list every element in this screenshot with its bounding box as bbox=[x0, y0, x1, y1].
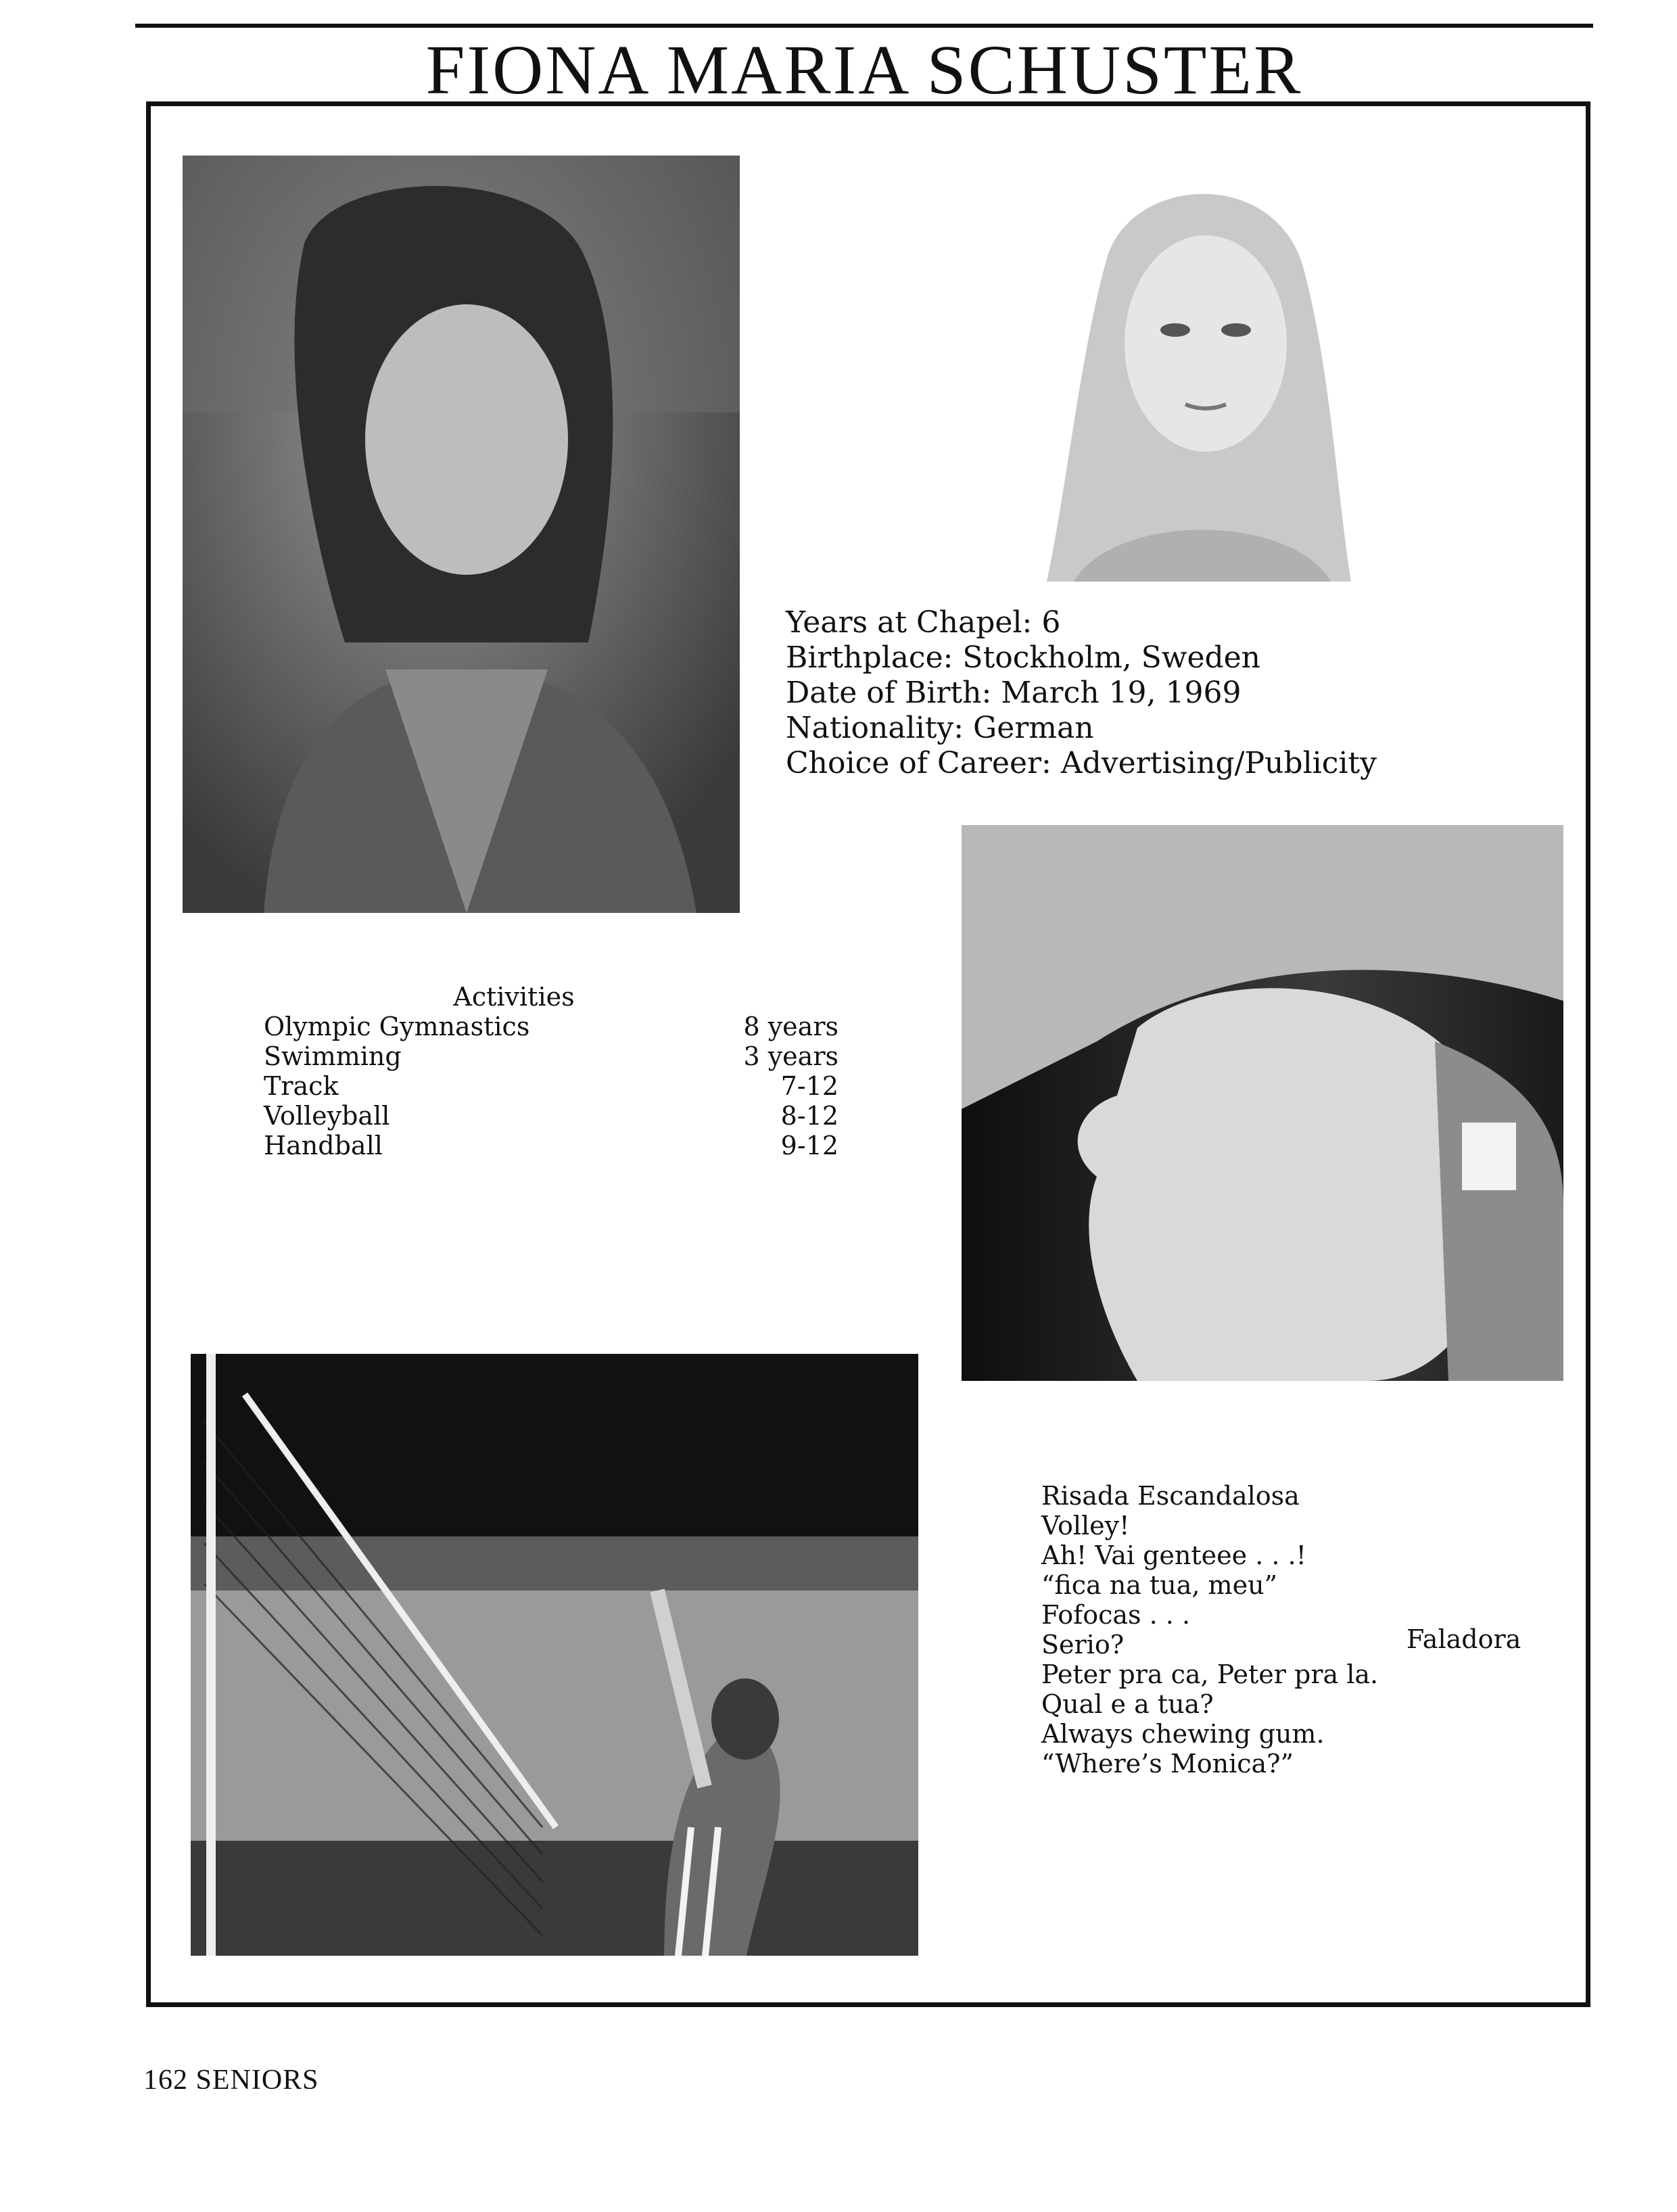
top-rule bbox=[135, 24, 1593, 28]
activity-name: Handball bbox=[264, 1131, 383, 1160]
facts-nationality: Nationality: German bbox=[786, 711, 1094, 745]
activity-row bbox=[264, 1101, 839, 1131]
profile-photo-closeup bbox=[962, 825, 1563, 1381]
quote-line: “fica na tua, meu” bbox=[1041, 1570, 1277, 1600]
activity-name: Swimming bbox=[264, 1041, 402, 1071]
quote-line: Volley! bbox=[1041, 1511, 1130, 1540]
student-facts bbox=[786, 605, 1377, 781]
side-note: Faladora bbox=[1407, 1624, 1521, 1654]
activity-duration: 8-12 bbox=[780, 1101, 839, 1131]
quote-line: Peter pra ca, Peter pra la. bbox=[1041, 1660, 1379, 1689]
quote-line: Serio? bbox=[1041, 1630, 1125, 1660]
activity-name: Track bbox=[264, 1071, 339, 1101]
activity-name: Olympic Gymnastics bbox=[264, 1012, 530, 1041]
activity-duration: 8 years bbox=[743, 1012, 839, 1041]
quote-line: Ah! Vai genteee . . .! bbox=[1041, 1540, 1306, 1570]
facts-birthplace: Birthplace: Stockholm, Sweden bbox=[786, 640, 1261, 675]
page-footer: 162 SENIORS bbox=[143, 2065, 319, 2096]
portrait-photo-seated bbox=[183, 156, 740, 913]
quote-line: “Where’s Monica?” bbox=[1041, 1749, 1294, 1779]
activity-name: Volleyball bbox=[264, 1101, 390, 1131]
quote-line: Fofocas . . . bbox=[1041, 1600, 1191, 1630]
activity-row bbox=[264, 1131, 839, 1160]
activity-row bbox=[264, 1012, 839, 1041]
quote-line: Risada Escandalosa bbox=[1041, 1481, 1300, 1511]
quote-line: Qual e a tua? bbox=[1041, 1689, 1214, 1719]
activity-row bbox=[264, 1071, 839, 1101]
activities-heading: Activities bbox=[453, 982, 575, 1012]
facts-years-at-chapel: Years at Chapel: 6 bbox=[786, 605, 1061, 640]
quote-line: Always chewing gum. bbox=[1041, 1719, 1325, 1749]
activities-list bbox=[264, 982, 845, 1160]
activity-duration: 3 years bbox=[743, 1041, 839, 1071]
activity-duration: 9-12 bbox=[780, 1131, 839, 1160]
quotes-list bbox=[1041, 1481, 1378, 1779]
facts-choice-of-career: Choice of Career: Advertising/Publicity bbox=[786, 746, 1377, 780]
page-title: FIONA MARIA SCHUSTER bbox=[425, 31, 1303, 109]
activity-duration: 7-12 bbox=[780, 1071, 839, 1101]
activity-row bbox=[264, 1041, 839, 1071]
portrait-photo-headshot bbox=[1033, 174, 1365, 582]
volleyball-action-photo bbox=[191, 1354, 918, 1956]
facts-date-of-birth: Date of Birth: March 19, 1969 bbox=[786, 676, 1242, 710]
